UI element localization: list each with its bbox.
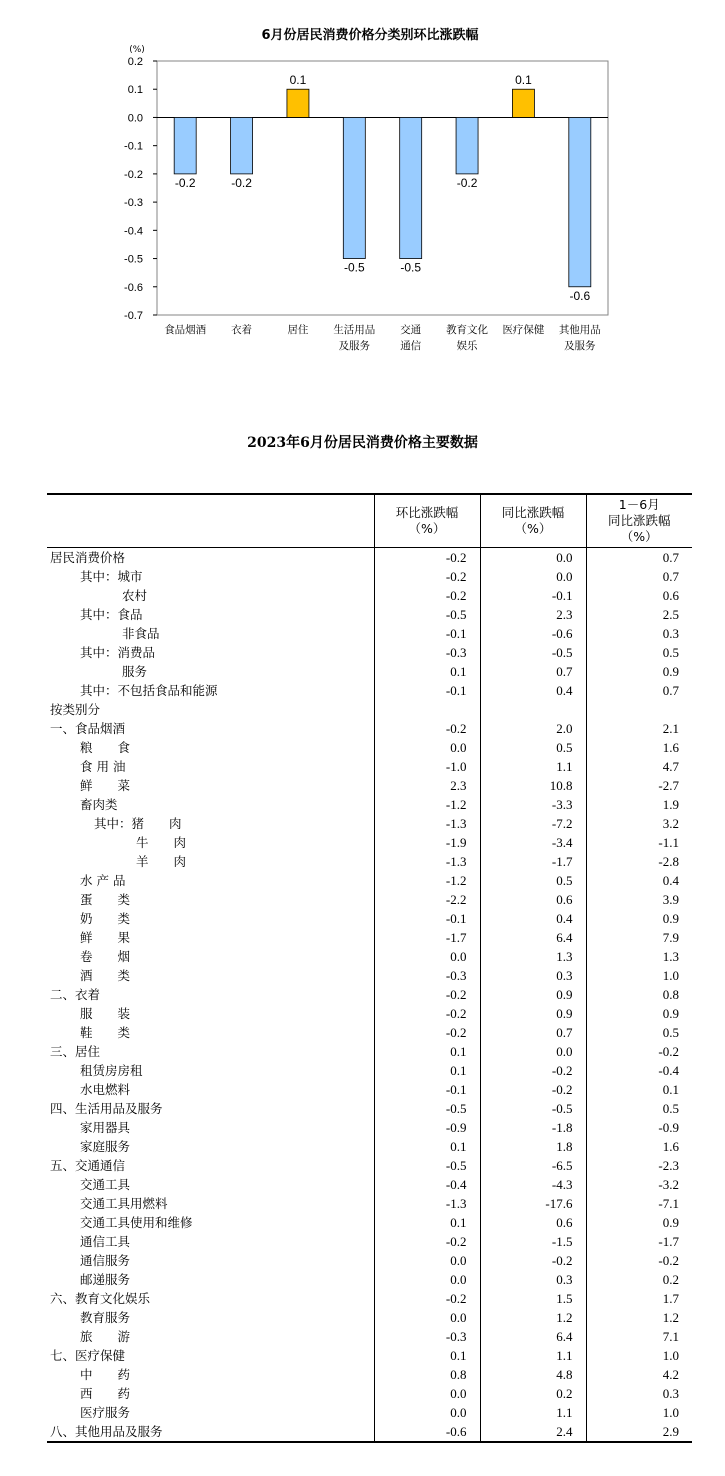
table-row [47,1023,692,1042]
mom-value: -2.2 [374,890,480,909]
yoy-value: 1.8 [480,1137,586,1156]
ytd-yoy-value: 0.9 [586,1213,692,1232]
bar-value-label: -0.2 [231,175,252,190]
row-label: 卷 烟 [80,949,131,964]
mom-value: 0.1 [374,1137,480,1156]
row-label: 教育服务 [80,1310,131,1325]
table-row [47,1080,692,1099]
table-row [47,1308,692,1327]
ytd-yoy-value: 0.8 [586,985,692,1004]
mom-value [374,700,480,719]
ytd-yoy-value: -0.9 [586,1118,692,1137]
category-label: 交通 [400,324,422,336]
mom-value: 0.1 [374,1042,480,1061]
header-line: 同比涨跌幅 [501,505,565,520]
y-tick-label: 0.1 [127,84,143,97]
table-row [47,776,692,795]
table-row [47,1403,692,1422]
row-label: 家用器具 [80,1120,131,1135]
row-label: 其中：城市 [80,569,143,584]
ytd-yoy-value: 0.9 [586,909,692,928]
ytd-yoy-value: -0.4 [586,1061,692,1080]
ytd-yoy-value: 1.6 [586,1137,692,1156]
row-label: 粮 食 [80,740,131,755]
ytd-yoy-value: 1.3 [586,947,692,966]
bar-chart [0,0,725,370]
table-row [47,909,692,928]
table-row [47,852,692,871]
row-label: 羊 肉 [136,854,187,869]
ytd-yoy-value: -3.2 [586,1175,692,1194]
row-label: 奶 类 [80,911,131,926]
y-tick-label: -0.1 [124,140,143,153]
yoy-value: 4.8 [480,1365,586,1384]
yoy-value: -0.1 [480,586,586,605]
y-tick-label: 0.2 [127,56,143,68]
ytd-yoy-value: -0.2 [586,1251,692,1270]
header-line: 环比涨跌幅 [395,505,459,520]
yoy-value: -7.2 [480,814,586,833]
chart-unit-label: (%) [129,45,145,55]
header-mom [374,494,480,548]
row-label: 七、医疗保健 [50,1348,126,1363]
table-row [47,1118,692,1137]
table-row [47,567,692,586]
mom-value: -1.3 [374,814,480,833]
table-row [47,947,692,966]
row-label: 邮递服务 [80,1272,131,1287]
mom-value: 0.1 [374,1061,480,1080]
y-tick-label: -0.4 [124,225,143,238]
yoy-value: -17.6 [480,1194,586,1213]
ytd-yoy-value: -2.3 [586,1156,692,1175]
mom-value: -0.2 [374,719,480,738]
ytd-yoy-value: 0.7 [586,548,692,568]
mom-value: -0.5 [374,605,480,624]
ytd-yoy-value: 1.7 [586,1289,692,1308]
yoy-value: 2.3 [480,605,586,624]
yoy-value: -0.6 [480,624,586,643]
yoy-value: 0.3 [480,966,586,985]
ytd-yoy-value: 0.5 [586,643,692,662]
ytd-yoy-value: 1.9 [586,795,692,814]
yoy-value: -0.5 [480,1099,586,1118]
ytd-yoy-value: 0.5 [586,1099,692,1118]
mom-value: -0.3 [374,643,480,662]
row-label: 食 用 油 [80,759,126,774]
table-row [47,871,692,890]
mom-value: -0.5 [374,1156,480,1175]
table-row [47,681,692,700]
header-ytd-yoy [586,494,692,548]
header-line: 1－6月 [618,497,660,512]
table-row [47,1004,692,1023]
table-row [47,928,692,947]
y-tick-label: -0.6 [124,281,143,294]
table-row [47,1251,692,1270]
ytd-yoy-value: 4.2 [586,1365,692,1384]
plot-area-frame [157,61,608,315]
mom-value: -0.2 [374,1232,480,1251]
table-row [47,1213,692,1232]
mom-value: -0.1 [374,624,480,643]
y-axis [124,56,157,322]
cpi-data-table [47,493,692,1443]
mom-value: -0.6 [374,1422,480,1442]
ytd-yoy-value: 2.1 [586,719,692,738]
table-row [47,1327,692,1346]
row-label: 其中：猪 肉 [94,816,182,831]
mom-value: 0.0 [374,1384,480,1403]
y-tick-label: -0.3 [124,197,143,210]
row-label: 交通工具使用和维修 [80,1215,193,1230]
mom-value: -1.7 [374,928,480,947]
mom-value: -1.2 [374,871,480,890]
row-label: 五、交通通信 [50,1158,126,1173]
row-label: 西 药 [80,1386,131,1401]
yoy-value: 1.5 [480,1289,586,1308]
yoy-value: -3.4 [480,833,586,852]
row-label: 其中：消费品 [80,645,156,660]
ytd-yoy-value: 7.1 [586,1327,692,1346]
row-label: 旅 游 [80,1329,131,1344]
header-line: （%） [408,521,446,536]
table-row [47,1061,692,1080]
yoy-value: 0.0 [480,548,586,568]
mom-value: -0.3 [374,966,480,985]
table-row [47,643,692,662]
ytd-yoy-value: -1.1 [586,833,692,852]
row-label: 农村 [122,588,148,603]
ytd-yoy-value: 2.9 [586,1422,692,1442]
yoy-value: 6.4 [480,928,586,947]
category-label: 其他用品 [558,324,601,336]
yoy-value: 10.8 [480,776,586,795]
yoy-value: 0.6 [480,890,586,909]
bar [343,117,365,258]
mom-value: 0.0 [374,1403,480,1422]
yoy-value: 1.1 [480,757,586,776]
row-label: 其中：食品 [80,607,143,622]
row-label: 牛 肉 [136,835,187,850]
bar [174,117,196,173]
bar [287,89,309,117]
bar-chart-canvas [0,0,725,370]
mom-value: -0.2 [374,586,480,605]
yoy-value: 1.2 [480,1308,586,1327]
mom-value: 0.0 [374,1270,480,1289]
ytd-yoy-value: 1.0 [586,1403,692,1422]
mom-value: 0.1 [374,662,480,681]
table-row [47,738,692,757]
mom-value: -0.4 [374,1175,480,1194]
mom-value: -0.2 [374,1023,480,1042]
row-label: 三、居住 [50,1044,101,1059]
mom-value: -0.2 [374,1289,480,1308]
chart-title: 6月份居民消费价格分类别环比涨跌幅 [261,28,479,43]
row-label: 通信工具 [80,1234,131,1249]
row-label: 水电燃料 [80,1082,131,1097]
header-yoy [480,494,586,548]
yoy-value: 0.7 [480,1023,586,1042]
category-label: 及服务 [564,340,596,352]
bar-value-label: -0.6 [569,288,591,303]
row-label: 服 装 [80,1006,131,1021]
mom-value: -1.3 [374,852,480,871]
category-label: 教育文化 [446,324,489,336]
bar [569,117,591,286]
row-label: 鲜 菜 [80,778,131,793]
ytd-yoy-value: 3.2 [586,814,692,833]
category-label: 衣着 [231,324,253,336]
mom-value: 0.0 [374,947,480,966]
yoy-value: -4.3 [480,1175,586,1194]
mom-value: -1.3 [374,1194,480,1213]
table-row [47,719,692,738]
row-label: 服务 [122,664,148,679]
row-label: 水 产 品 [80,873,126,888]
category-label: 食品烟酒 [164,324,207,336]
yoy-value: 0.7 [480,662,586,681]
bar [400,117,422,258]
ytd-yoy-value: -0.2 [586,1042,692,1061]
yoy-value: 1.1 [480,1346,586,1365]
category-label: 及服务 [338,340,371,352]
mom-value: -0.2 [374,548,480,568]
yoy-value: -0.5 [480,643,586,662]
row-label: 通信服务 [80,1253,131,1268]
mom-value: -0.1 [374,909,480,928]
ytd-yoy-value: 1.0 [586,1346,692,1365]
yoy-value: 0.5 [480,871,586,890]
row-label: 医疗服务 [80,1405,131,1420]
bar-value-label: -0.5 [400,260,422,275]
bar-value-label: -0.5 [343,260,365,275]
mom-value: 0.0 [374,1308,480,1327]
table-row [47,662,692,681]
ytd-yoy-value [586,700,692,719]
row-label: 家庭服务 [80,1139,131,1154]
table-row [47,814,692,833]
table-row [47,1156,692,1175]
row-label: 鲜 果 [80,930,131,945]
ytd-yoy-value: 0.9 [586,662,692,681]
row-label: 二、衣着 [50,987,101,1002]
table-row [47,1289,692,1308]
yoy-value: 0.3 [480,1270,586,1289]
yoy-value: 0.6 [480,1213,586,1232]
table-row [47,1384,692,1403]
bar [456,117,478,173]
row-label: 四、生活用品及服务 [50,1101,163,1116]
row-label: 八、其他用品及服务 [47,1422,374,1442]
yoy-value: 0.9 [480,985,586,1004]
table-row [47,757,692,776]
table-row [47,833,692,852]
mom-value: -0.2 [374,985,480,1004]
yoy-value: 0.2 [480,1384,586,1403]
mom-value: 2.3 [374,776,480,795]
ytd-yoy-value: 1.6 [586,738,692,757]
mom-value: 0.1 [374,1346,480,1365]
yoy-value: 0.4 [480,681,586,700]
ytd-yoy-value: 0.7 [586,681,692,700]
table-row [47,1365,692,1384]
category-label: 居住 [287,324,309,336]
yoy-value: -0.2 [480,1061,586,1080]
table-row [47,548,692,568]
row-label: 按类别分 [50,702,101,717]
bar [512,89,534,117]
table-row [47,890,692,909]
table-row [47,985,692,1004]
bar-value-label: -0.2 [456,175,478,190]
mom-value: -1.2 [374,795,480,814]
category-label: 娱乐 [456,340,478,352]
ytd-yoy-value: 0.3 [586,1384,692,1403]
x-axis-categories [164,323,601,352]
mom-value: -0.2 [374,1004,480,1023]
yoy-value: 2.4 [480,1422,586,1442]
bar-value-label: 0.1 [515,73,532,88]
ytd-yoy-value: 0.9 [586,1004,692,1023]
row-label: 蛋 类 [80,892,131,907]
row-label: 居民消费价格 [50,550,126,565]
mom-value: -0.9 [374,1118,480,1137]
mom-value: -1.9 [374,833,480,852]
ytd-yoy-value: 0.4 [586,871,692,890]
table-row [47,795,692,814]
ytd-yoy-value: 3.9 [586,890,692,909]
row-label: 交通工具 [80,1177,131,1192]
ytd-yoy-value: 0.7 [586,567,692,586]
table-row [47,586,692,605]
header-line: （%） [514,521,552,536]
y-tick-label: -0.5 [124,253,143,266]
category-label: 医疗保健 [502,324,545,336]
y-tick-label: -0.2 [124,168,143,181]
yoy-value: -6.5 [480,1156,586,1175]
table-row [47,1175,692,1194]
ytd-yoy-value: 0.2 [586,1270,692,1289]
yoy-value: 0.0 [480,567,586,586]
row-label: 一、食品烟酒 [50,721,126,736]
ytd-yoy-value: 0.3 [586,624,692,643]
yoy-value: 2.0 [480,719,586,738]
table-row [47,1270,692,1289]
mom-value: 0.1 [374,1213,480,1232]
ytd-yoy-value: 2.5 [586,605,692,624]
mom-value: -0.1 [374,681,480,700]
yoy-value: -3.3 [480,795,586,814]
table-row [47,1099,692,1118]
table-row [47,605,692,624]
ytd-yoy-value: 7.9 [586,928,692,947]
row-label: 鞋 类 [80,1025,131,1040]
ytd-yoy-value: -1.7 [586,1232,692,1251]
mom-value: -1.0 [374,757,480,776]
table-header-row [47,494,692,548]
ytd-yoy-value: -2.7 [586,776,692,795]
mom-value: -0.2 [374,567,480,586]
yoy-value: -1.7 [480,852,586,871]
table-row [47,700,692,719]
yoy-value: 6.4 [480,1327,586,1346]
ytd-yoy-value: 4.7 [586,757,692,776]
yoy-value: 0.0 [480,1042,586,1061]
row-label: 交通工具用燃料 [80,1196,168,1211]
category-label: 通信 [400,340,422,352]
mom-value: 0.0 [374,1251,480,1270]
table-body [47,548,692,1443]
row-label: 六、教育文化娱乐 [50,1291,151,1306]
mom-value: -0.3 [374,1327,480,1346]
ytd-yoy-value: 0.6 [586,586,692,605]
table-row [47,1346,692,1365]
header-item [47,494,374,548]
yoy-value: 1.3 [480,947,586,966]
mom-value: -0.5 [374,1099,480,1118]
yoy-value: 0.4 [480,909,586,928]
row-label: 中 药 [80,1367,131,1382]
table-row [47,1137,692,1156]
row-label: 非食品 [122,626,160,641]
table-row [47,966,692,985]
yoy-value: 0.5 [480,738,586,757]
header-line: （%） [620,529,658,544]
bar-value-label: 0.1 [289,73,307,88]
table-title: 2023年6月份居民消费价格主要数据 [247,435,478,451]
row-label: 其中：不包括食品和能源 [80,683,218,698]
ytd-yoy-value: 0.1 [586,1080,692,1099]
row-label: 酒 类 [80,968,131,983]
y-tick-label: -0.7 [124,310,143,322]
yoy-value [480,700,586,719]
row-label: 畜肉类 [80,797,118,812]
ytd-yoy-value: 1.2 [586,1308,692,1327]
ytd-yoy-value: -7.1 [586,1194,692,1213]
bar-value-label: -0.2 [174,175,196,190]
mom-value: -0.1 [374,1080,480,1099]
yoy-value: -1.5 [480,1232,586,1251]
category-label: 生活用品 [333,324,376,336]
y-tick-label: 0.0 [127,112,143,125]
mom-value: 0.8 [374,1365,480,1384]
yoy-value: -0.2 [480,1251,586,1270]
table-row [47,1042,692,1061]
yoy-value: 1.1 [480,1403,586,1422]
ytd-yoy-value: 0.5 [586,1023,692,1042]
ytd-yoy-value: -2.8 [586,852,692,871]
yoy-value: -0.2 [480,1080,586,1099]
table-row [47,1194,692,1213]
mom-value: 0.0 [374,738,480,757]
table-row [47,1232,692,1251]
ytd-yoy-value: 1.0 [586,966,692,985]
table-row [47,1422,692,1442]
bar [231,117,253,173]
table-row [47,624,692,643]
header-line: 同比涨跌幅 [607,513,671,528]
row-label: 租赁房房租 [80,1063,143,1078]
yoy-value: -1.8 [480,1118,586,1137]
yoy-value: 0.9 [480,1004,586,1023]
